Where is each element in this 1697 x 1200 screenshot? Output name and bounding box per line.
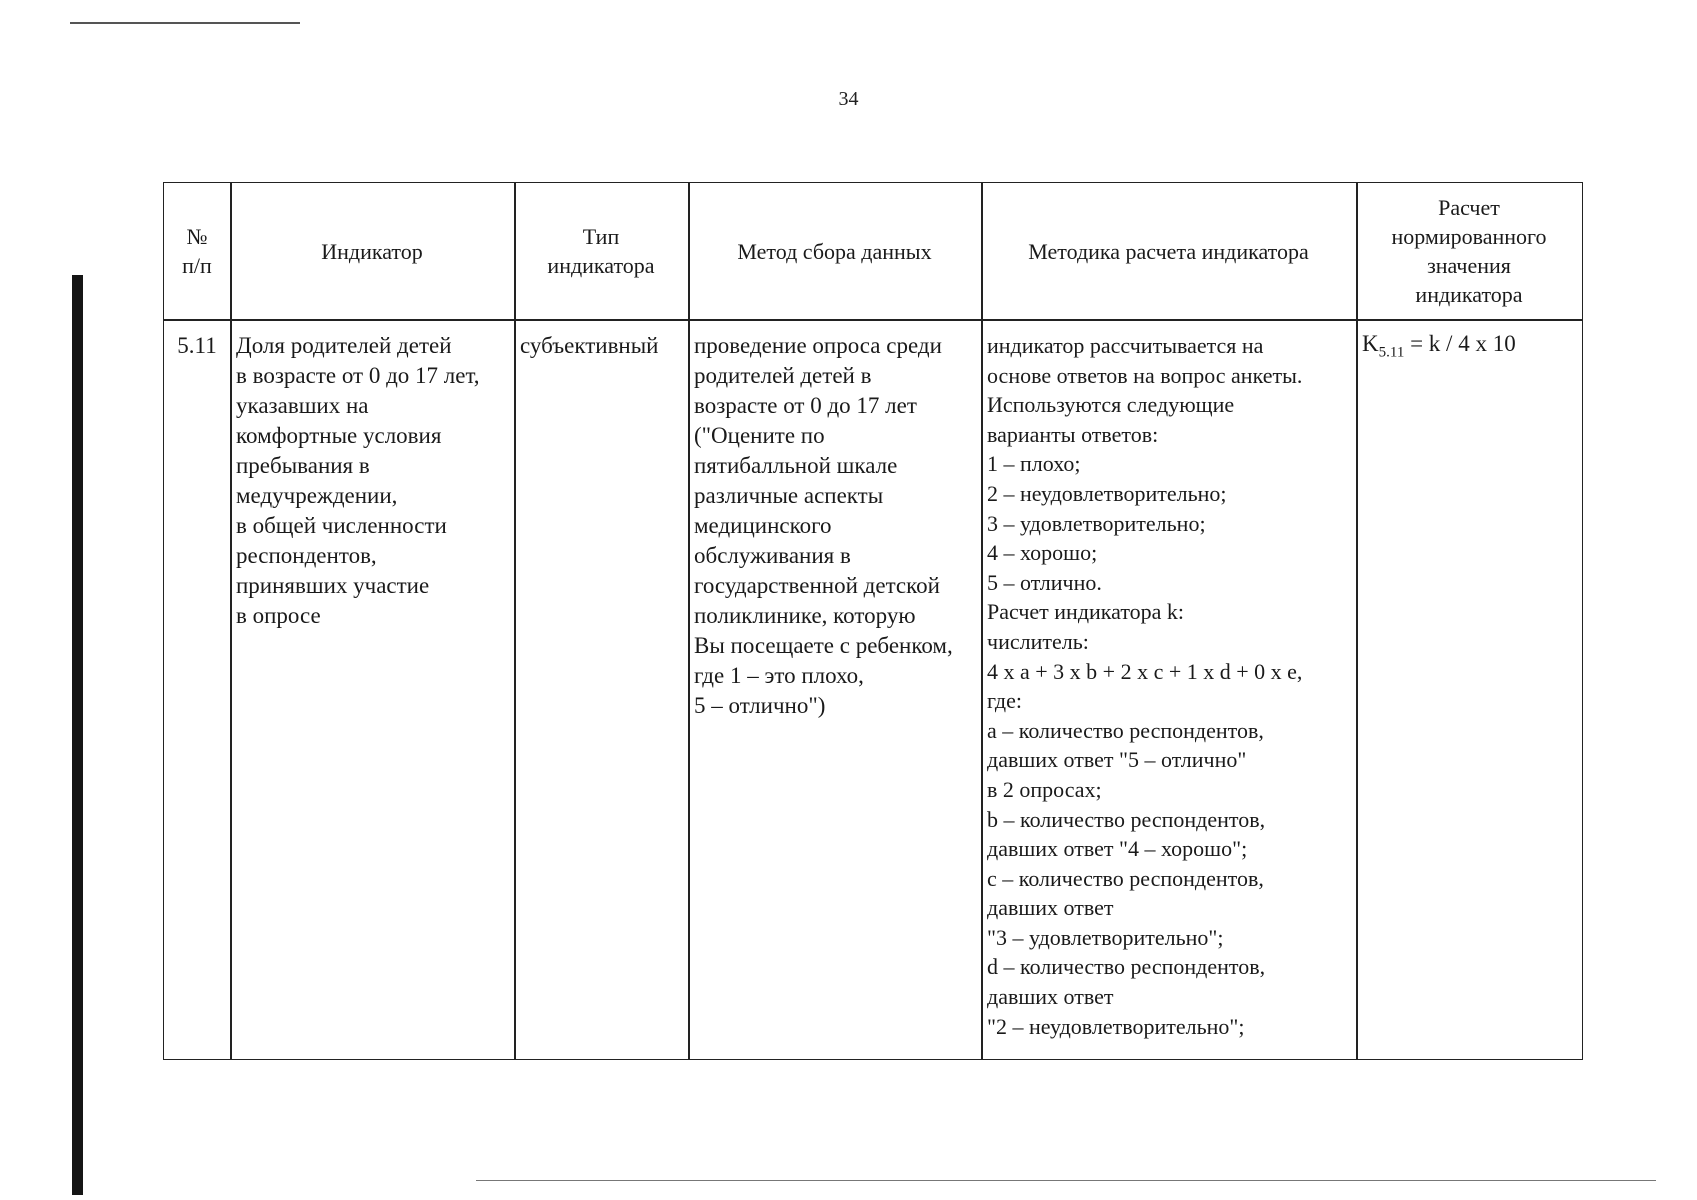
header-indicator-type: Тип индикатора [547, 224, 655, 278]
header-indicator: Индикатор [321, 238, 423, 264]
header-data-collection-method: Метод сбора данных [737, 238, 932, 264]
table-header-divider [164, 319, 1582, 321]
page-number: 34 [838, 88, 859, 110]
header-number: № п/п [182, 224, 212, 278]
formula-k: K [1362, 331, 1379, 356]
cell-normalized-formula [1356, 329, 1582, 368]
scan-artifact-left-edge [72, 275, 83, 1195]
scan-artifact-top-line [70, 22, 300, 24]
header-normalized-value: Расчет нормированного значения индикатора [1391, 195, 1547, 307]
formula-rest: = k / 4 x 10 [1404, 331, 1516, 356]
cell-data-collection-method: проведение опроса среди родителей детей в возрасте от 0 до 17 лет ("Оцените по пятибалльной шкале различные аспекты медицинского обслуживания в государственной детской поликлинике, которую Вы посещаете с ребенком, где 1 – это плохо, 5 – отлично") [694, 333, 953, 718]
indicator-table [163, 182, 1583, 1060]
cell-number: 5.11 [177, 333, 217, 358]
scan-artifact-bottom-line [476, 1180, 1656, 1181]
cell-calculation-method: индикатор рассчитывается на основе ответов на вопрос анкеты. Используются следующие варианты ответов: 1 – плохо; 2 – неудовлетворительно; 3 – удовлетворительно; 4 – хорошо; 5 – отлично. Расчет индикатора k: числитель: 4 x a + 3 x b + 2 x c + 1 x d + 0 x e, где: a – количество респондентов, давших ответ "5 – отлично" в 2 опросах; b – количество респондентов, давших ответ "4 – хорошо"; c – количество респондентов, давших ответ "3 – удовлетворительно"; d – количество респондентов, давших ответ "2 – неудовлетворительно"; [987, 333, 1303, 1039]
cell-indicator-type: субъективный [520, 333, 659, 358]
header-calculation-method: Методика расчета индикатора [1028, 238, 1309, 264]
formula-subscript: 5.11 [1378, 344, 1405, 361]
cell-indicator: Доля родителей детей в возрасте от 0 до 17 лет, указавших на комфортные условия пребывания в медучреждении, в общей численности респондентов, принявших участие в опросе [236, 333, 480, 628]
